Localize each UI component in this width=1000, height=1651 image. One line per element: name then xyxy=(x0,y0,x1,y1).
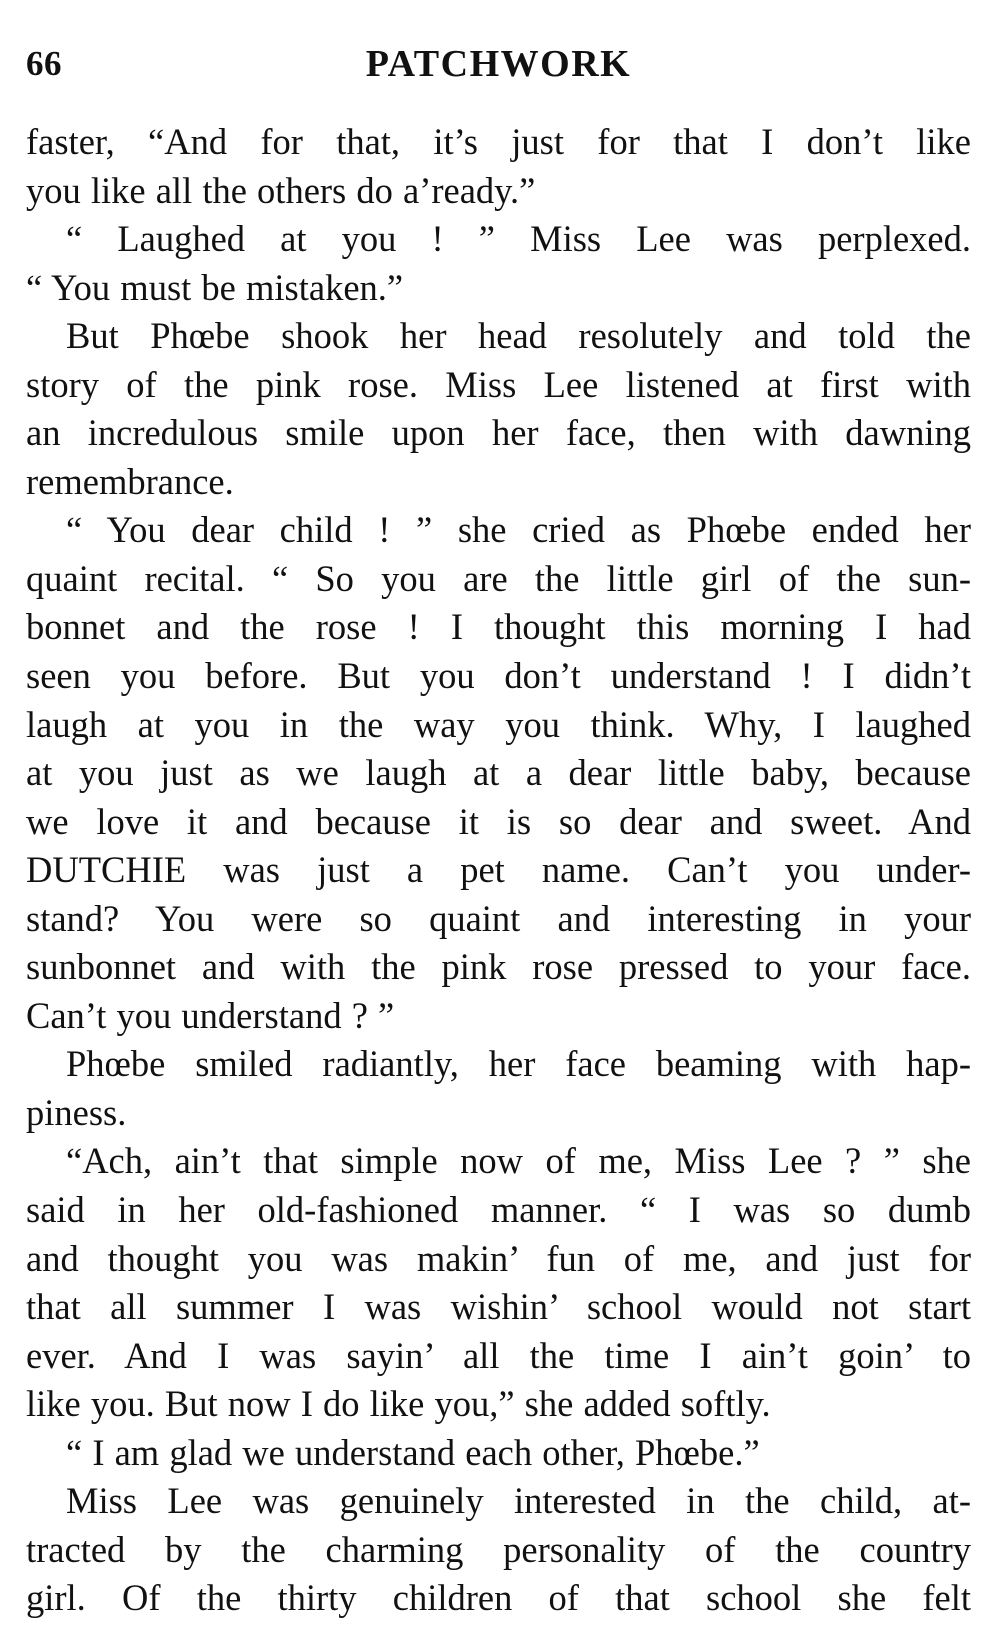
text-line: said in her old-fashioned manner. “ I was so dumb xyxy=(26,1189,971,1231)
text-line: laugh at you in the way you think. Why, I laughed xyxy=(26,703,971,745)
text-line: Phœbe smiled radiantly, her face beaming with hap- xyxy=(66,1043,971,1085)
text-line: “Ach, ain’t that simple now of me, Miss Lee ? ” she xyxy=(66,1140,971,1182)
page-number: 66 xyxy=(26,44,62,83)
page-header xyxy=(26,36,971,96)
running-title: PATCHWORK xyxy=(365,43,632,85)
text-line: story of the pink rose. Miss Lee listened at first with xyxy=(26,363,971,405)
text-line: faster, “And for that, it’s just for that I don’t like xyxy=(26,121,971,162)
body-text xyxy=(26,118,971,1623)
text-line: sunbonnet and with the pink rose pressed to your face. xyxy=(26,946,971,988)
text-line: “ Laughed at you ! ” Miss Lee was perplexed. xyxy=(66,218,971,260)
text-line: an incredulous smile upon her face, then with dawning xyxy=(26,412,971,454)
text-line: bonnet and the rose ! I thought this morning I had xyxy=(26,606,971,648)
text-line: “ I am glad we understand each other, Phœbe.” xyxy=(66,1431,760,1473)
text-line: “ You dear child ! ” she cried as Phœbe ended her xyxy=(66,509,971,551)
text-line: we love it and because it is so dear and sweet. And xyxy=(26,800,971,842)
text-line: you like all the others do a’ready.” xyxy=(26,169,536,211)
text-line: at you just as we laugh at a dear little baby, because xyxy=(26,752,971,794)
text-line: girl. Of the thirty children of that school she felt xyxy=(26,1577,971,1619)
text-line: seen you before. But you don’t understand ! I didn’t xyxy=(26,655,971,697)
text-line: like you. But now I do like you,” she added softly. xyxy=(26,1383,771,1425)
text-line: tracted by the charming personality of the country xyxy=(26,1528,971,1570)
text-line: “ You must be mistaken.” xyxy=(26,266,404,308)
text-line: Miss Lee was genuinely interested in the child, at- xyxy=(66,1480,971,1522)
text-line: stand? You were so quaint and interesting in your xyxy=(26,897,971,939)
text-line: ever. And I was sayin’ all the time I ain’t goin’ to xyxy=(26,1334,971,1376)
text-line: Can’t you understand ? ” xyxy=(26,994,395,1036)
text-line: that all summer I was wishin’ school would not start xyxy=(26,1286,971,1328)
text-line: But Phœbe shook her head resolutely and told the xyxy=(66,315,971,357)
text-line: remembrance. xyxy=(26,460,234,502)
text-line: quaint recital. “ So you are the little girl of the sun- xyxy=(26,557,971,599)
text-line: piness. xyxy=(26,1091,127,1133)
text-line: DUTCHIE was just a pet name. Can’t you under- xyxy=(26,849,971,891)
text-line: and thought you was makin’ fun of me, and just for xyxy=(26,1237,971,1279)
